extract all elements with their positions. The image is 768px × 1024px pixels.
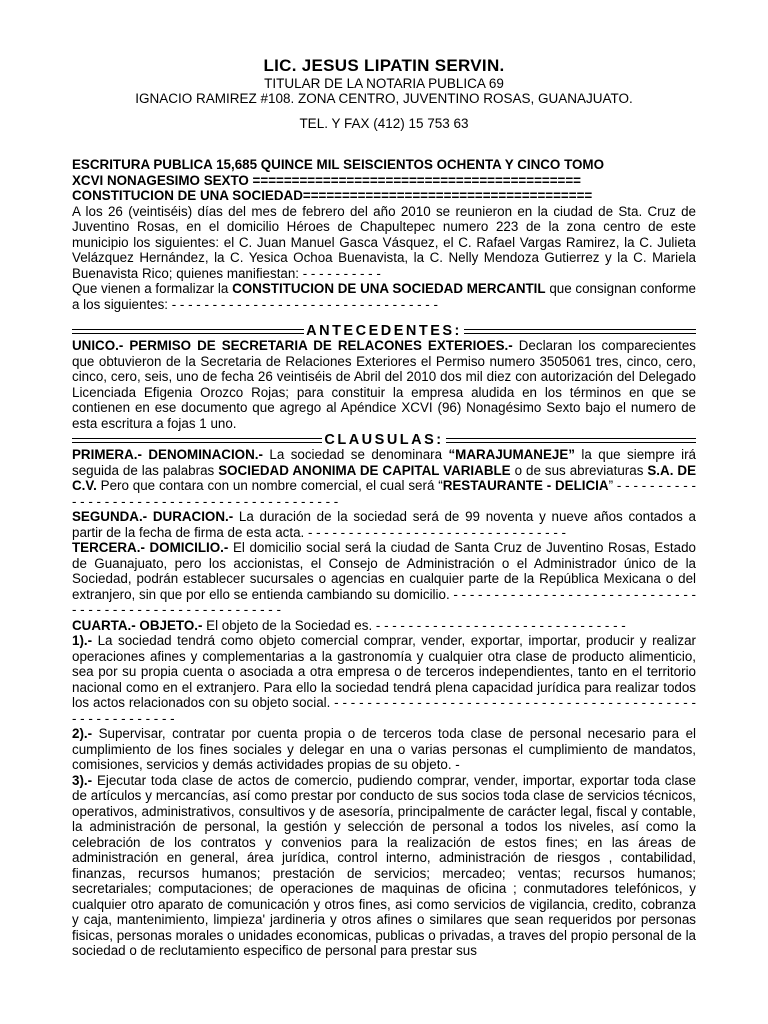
cuarta-text: El objeto de la Sociedad es. - - - - - - - - - - - - - - - - - - - - - - - - - - - - - - - — [202, 617, 626, 633]
primera-text-3: o de sus abreviaturas — [510, 462, 648, 478]
unico-heading: UNICO.- PERMISO DE SECRETARIA DE RELACONES EXTERIOES.- — [72, 338, 513, 353]
item3-number: 3).- — [72, 772, 93, 788]
deed-title-line-1: ESCRITURA PUBLICA 15,685 QUINCE MIL SEISCIENTOS OCHENTA Y CINCO TOMO — [72, 157, 604, 172]
company-type: SOCIEDAD ANONIMA DE CAPITAL VARIABLE — [218, 462, 511, 478]
clause-segunda — [72, 509, 696, 540]
unico-text: Declaran los comparecientes que obtuvieron de la Secretaria de Relaciones Exteriores el Permiso numero 3505061 tres, cinco, cero, cinco, cero, seis, uno de fecha 26 veintiséis de Abril del 2010 dos mil diez con autorización del Delegado Licenciada Efigenia Orozco Rojas; para constituir la empresa aludida en los términos en que se contienen en ese documento que agrego al Apéndice XCVI (96) Nonagésimo Sexto bajo el numero de esta escritura a fojas 1 uno. — [72, 338, 696, 431]
separator-bar-right — [464, 329, 696, 334]
item1-number: 1).- — [72, 633, 93, 648]
tercera-text: El domicilio social será la ciudad de Santa Cruz de Juventino Rosas, Estado de Guanajuato, pero los accionistas, el Consejo de Administración o el Administrador único de la Sociedad, podrán establecer sucursales o agencias en cualquier parte de la República Mexicana o del extranjero, sin que por ello se entienda cambiando su domicilio. - - - - - - - - - - - - - - - - - - - - - - - - - - - - - - - - - - - - - - - - - - - - - - - - - - - - - - - - — [72, 540, 696, 617]
cuarta-heading: CUARTA.- OBJETO.- — [72, 617, 203, 633]
separator-bar-left — [72, 329, 304, 334]
notary-phone: TEL. Y FAX (412) 15 753 63 — [299, 116, 469, 131]
objeto-item-2 — [72, 726, 696, 773]
primera-heading: PRIMERA.- DENOMINACION.- — [72, 447, 263, 462]
item2-number: 2).- — [72, 726, 93, 741]
item3-text: Ejecutar toda clase de actos de comercio, pudiendo comprar, vender, importar, exportar toda clase de artículos y mercancías, así como prestar por conducto de sus socios toda clase de servicios técnicos, operativos, administrativos, consultivos y de asesoría, principalmente de carácter legal, fiscal y contable, la administración de personal, la gestión y selección de personal a todos los niveles, así como la celebración de los contratos y convenios para la realización de estos fines; en las áreas de administración en general, área jurídica, control interno, administración de riesgos , contabilidad, finanzas, recursos humanos; prestación de servicios; mercadeo; ventas; recursos humanos; secretariales; computaciones; de operaciones de maquinas de oficina ; conmutadores telefónicos, y cualquier otro aparato de comunicación y otros fines, asi como servicios de vigilancia, credito, cobranza y caja, mantenimiento, limpieza' jardineria y otros afines o similares que sean requeridos por personas fisicas, personas morales o unidades economicas, publicas o privadas, a traves del propio personal de la sociedad o de reclutamiento especifico de personal para prestar sus — [72, 772, 696, 958]
item2-text: Supervisar, contratar por cuenta propia o de terceros toda clase de personal necesario para el cumplimiento de los fines sociales y delegar en una o varias personas el cumplimiento de mandatos, comisiones, servicios y demás actividades propias de su objeto. - — [72, 726, 696, 772]
segunda-text: La duración de la sociedad será de 99 noventa y nueve años contados a partir de la fecha de firma de esta acta. - - - - - - - - - - - - - - - - - - - - - - - - - - - - - - - - — [72, 509, 696, 540]
unico-paragraph — [72, 338, 696, 431]
notary-title: TITULAR DE LA NOTARIA PUBLICA 69 — [264, 76, 504, 91]
clausulas-heading: CLAUSULAS: — [324, 432, 444, 448]
primera-text-2: la que siempre irá seguida de las palabras — [72, 447, 696, 478]
separator-bar-left — [72, 438, 322, 443]
intro2-text-a: Que vienen a formalizar la — [72, 281, 233, 296]
commercial-name: RESTAURANTE - DELICIA — [442, 478, 609, 493]
objeto-item-1 — [72, 633, 696, 726]
intro-paragraph: A los 26 (veintiséis) días del mes de febrero del año 2010 se reunieron en la ciudad de Sta. Cruz de Juventino Rosas, en el domicilio Héroes de Chapultepec numero 223 de la zona centro de este municipio los siguientes: el C. Juan Manuel Gasca Vásquez, el C. Rafael Vargas Ramirez, la C. Julieta Velázquez Hernández, la C. Yesica Ochoa Buenavista, la C. Nelly Mendoza Gutierrez y la C. Mariela Buenavista Rico; quienes manifiestan: - - - - - - - - - - — [72, 203, 696, 281]
item1-text: La sociedad tendrá como objeto comercial comprar, vender, exportar, importar, producir y realizar operaciones afines y complementarias a la gastronomía y cualquier otra clase de producto alimenticio, sea por su propia cuenta o asociada a otra empresa o de terceros independientes, tanto en el territorio nacional como en el extranjero. Para ello la sociedad tendrá plena capacidad jurídica para realizar todos los actos relacionados con su objeto social. - - - - - - - - - - - - - - - - - - - - - - - - - - - - - - - - - - - - - - - - - - - - - - - - - - - - - - - - - — [72, 633, 696, 726]
company-abbreviation: S.A. DE C.V. — [72, 462, 696, 493]
notary-name: LIC. JESUS LIPATIN SERVIN. — [263, 56, 505, 75]
primera-text-4: Pero que contara con un nombre comercial, el cual será “ — [96, 478, 443, 493]
intro-paragraph-2 — [72, 281, 696, 312]
intro2-text-c: que consignan conforme a los siguientes: - - - - - - - - - - - - - - - - - - - - - - - - - - - - - - - - - — [72, 281, 697, 312]
clausulas-separator — [72, 434, 696, 447]
clause-cuarta — [72, 618, 696, 634]
deed-title-line-3: CONSTITUCION DE UNA SOCIEDAD===================================== — [72, 188, 593, 203]
objeto-item-3 — [72, 773, 696, 959]
company-name: “MARAJUMANEJE” — [448, 447, 575, 462]
separator-bar-right — [446, 438, 696, 443]
primera-text-1: La sociedad se denominara — [262, 447, 449, 462]
antecedentes-heading: ANTECEDENTES: — [306, 323, 462, 339]
deed-title-line-2: XCVI NONAGESIMO SEXTO ========================================== — [72, 172, 581, 188]
notary-address: IGNACIO RAMIREZ #108. ZONA CENTRO, JUVENTINO ROSAS, GUANAJUATO. — [135, 91, 633, 106]
intro2-bold: CONSTITUCION DE UNA SOCIEDAD MERCANTIL — [232, 281, 546, 296]
antecedentes-separator — [72, 325, 696, 338]
clause-tercera — [72, 540, 696, 618]
deed-body — [72, 157, 696, 959]
primera-text-5: ” - - - - - - - - - - - - - - - - - - - - - - - - - - - - - - - - - - - - - - - - - - - — [72, 478, 696, 509]
clause-primera — [72, 447, 696, 509]
tercera-heading: TERCERA.- DOMICILIO.- — [72, 540, 229, 555]
segunda-heading: SEGUNDA.- DURACION.- — [72, 509, 234, 524]
